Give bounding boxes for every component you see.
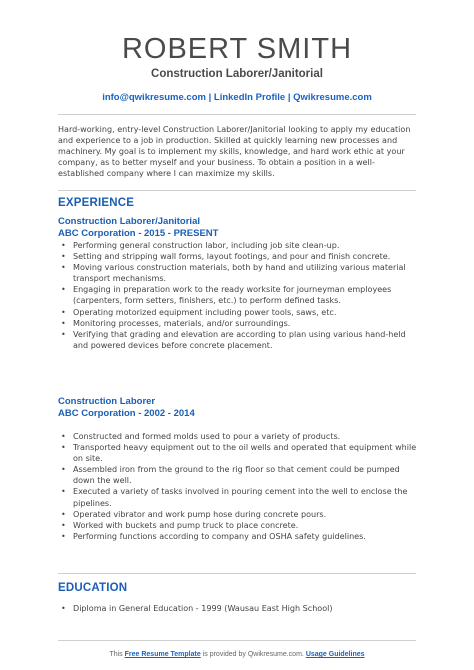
footer-text: This — [109, 651, 123, 658]
experience-heading: EXPERIENCE — [58, 197, 135, 209]
education-heading: EDUCATION — [58, 582, 128, 594]
job-company: ABC Corporation - 2015 - PRESENT — [58, 228, 219, 239]
candidate-name: ROBERT SMITH — [121, 33, 353, 65]
footer-text: is provided by Qwikresume.com. — [202, 651, 304, 658]
bullet-icon: • — [61, 604, 66, 613]
job-company: ABC Corporation - 2002 - 2014 — [58, 408, 195, 419]
list-item: • Monitoring processes, materials, and/or surroundings. — [61, 318, 291, 328]
list-item: • Assembled iron from the ground to the rig floor so that cement could be pumped down the well. — [61, 465, 400, 486]
list-item: • Executed a variety of tasks involved in pouring cement into the well to enclose the pipelines. — [61, 487, 408, 508]
bullet-icon: • — [61, 252, 66, 262]
linkedin-link[interactable]: LinkedIn Profile — [213, 92, 286, 103]
bullet-icon: • — [61, 432, 66, 441]
list-item: • Worked with buckets and pump truck to place concrete. — [61, 520, 299, 530]
bullet-icon: • — [61, 465, 66, 475]
job-bullet-list — [58, 240, 418, 351]
footer — [0, 651, 474, 658]
free-resume-template-link[interactable]: Free Resume Template — [124, 651, 201, 658]
bullet-icon: • — [61, 509, 66, 519]
separator: | — [208, 92, 212, 103]
website-link[interactable]: Qwikresume.com — [293, 92, 372, 103]
list-item: • Performing general construction labor, including job site clean-up. — [61, 241, 340, 250]
bullet-icon: • — [61, 443, 66, 453]
list-item: • Operating motorized equipment including power tools, saws, etc. — [61, 307, 337, 317]
summary-paragraph: Hard-working, entry-level Construction Laborer/Janitorial looking to apply my education and experience to a job in production. Skilled at quickly learning new processes and machinery. My goal is to implement my skills, knowledge, and hard work ethic at your company, as to better myself and your business. To obtain a position in a well-established company where I can maximize my skills. — [58, 125, 411, 179]
bullet-icon: • — [61, 520, 66, 530]
list-item: • Transported heavy equipment out to the oil wells and operated that equipment while on site. — [61, 443, 417, 464]
divider — [58, 190, 416, 191]
list-item: • Engaging in preparation work to the ready worksite for journeyman employees (carpenters, form setters, finishers, etc.) to perform defined tasks. — [61, 285, 392, 306]
divider — [58, 114, 416, 115]
list-item: • Performing functions according to company and OSHA safety guidelines. — [61, 531, 366, 541]
list-item: • Moving various construction materials, both by hand and utilizing various material transport mechanisms. — [61, 263, 406, 284]
job-title: Construction Laborer — [58, 396, 156, 407]
list-item: • Setting and stripping wall forms, layout footings, and pour and finish concrete. — [61, 252, 391, 262]
divider — [58, 640, 416, 641]
bullet-icon: • — [61, 285, 66, 295]
divider — [58, 573, 416, 574]
bullet-icon: • — [61, 318, 66, 328]
job-title: Construction Laborer/Janitorial — [58, 216, 200, 227]
email-link[interactable]: info@qwikresume.com — [102, 92, 206, 103]
separator: | — [287, 92, 291, 103]
contact-line — [0, 92, 474, 103]
list-item: • Diploma in General Education - 1999 (Wausau East High School) — [61, 604, 333, 613]
bullet-icon: • — [61, 487, 66, 497]
list-item: • Verifying that grading and elevation are according to plan using various hand-held and powered devices before concrete placement. — [61, 329, 406, 350]
job-entry-1 — [58, 216, 418, 351]
education-list — [58, 603, 418, 614]
bullet-icon: • — [61, 307, 66, 317]
bullet-icon: • — [61, 263, 66, 273]
bullet-icon: • — [61, 241, 66, 250]
list-item: • Constructed and formed molds used to pour a variety of products. — [61, 432, 341, 441]
job-role: Construction Laborer/Janitorial — [151, 68, 323, 80]
bullet-icon: • — [61, 531, 66, 541]
job-entry-2 — [58, 396, 418, 542]
job-bullet-list — [58, 431, 418, 542]
usage-guidelines-link[interactable]: Usage Guidelines — [305, 651, 365, 658]
bullet-icon: • — [61, 329, 66, 339]
education-entry — [58, 603, 418, 614]
list-item: • Operated vibrator and work pump hose during concrete pours. — [61, 509, 327, 519]
